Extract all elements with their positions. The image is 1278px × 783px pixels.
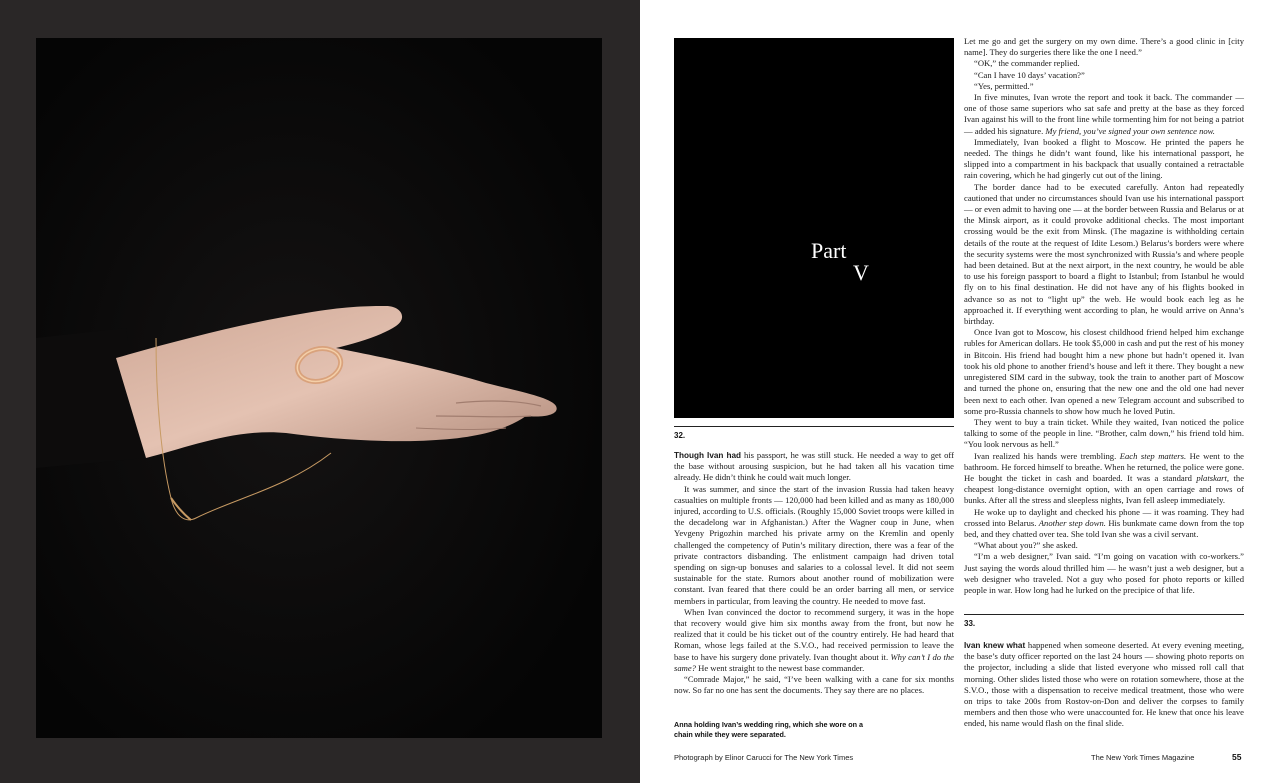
page-number: 55 (1232, 752, 1242, 762)
section-rule (674, 426, 954, 427)
paragraph-text: His bunkmate came down from the top bed, and they chatted over tea. She told Ivan she was a civil servant. (964, 517, 1244, 539)
photo-credit: Photograph by Elinor Carucci for The New York Times (674, 753, 854, 762)
paragraph (964, 451, 1244, 507)
paragraph-text: Ivan realized his hands were trembling. (974, 450, 1117, 461)
paragraph: It was summer, and since the start of the invasion Russia had taken heavy casualties on multiple fronts — 120,000 had been killed and as many as 180,000 injured, according to U.S. officials. (Roughly 15,000 Soviet troops were killed in the decadelong war in Afghanistan.) After the Wagner coup in June, when Yevgeny Prigozhin marched his private army on the Kremlin and openly challenged the competency of Putin’s military direction, there was a fear of the private contractors disbanding. The enlistment campaign had driven total spending on sign-up bonuses and salaries to a colossal level. It did not seem sustainable for the state. Rumors about another round of mobilization were constant. Ivan feared that there could be an order barring all men, or service members in particular, from leaving the country. He needed to move fast. (674, 483, 954, 606)
part-numeral: V (853, 260, 869, 285)
column-left-text (674, 450, 954, 696)
lead-in: Ivan knew what (964, 641, 1026, 650)
italic-text: My friend, you’ve signed your own sentence now. (1045, 125, 1215, 136)
section-number-32: 32. (674, 431, 686, 440)
paragraph (964, 507, 1244, 541)
hand-holding-ring-photo (36, 38, 602, 738)
part-title-box (674, 38, 954, 418)
paragraph: “OK,” the commander replied. (974, 58, 1080, 69)
paragraph-text: the cheapest long-distance overnight option, with an open carriage and rows of bunks. After all the stress and sleepless nights, Ivan fell asleep immediately. (964, 472, 1245, 506)
paragraph: “I’m a web designer,” Ivan said. “I’m going on vacation with co-workers.” Just saying the words aloud thrilled him — he wasn’t just a web designer, but a web designer who traveled. Not a guy who posed for photo reports or killed people in war. How long had he lurked on the precipice of that life. (964, 551, 1244, 595)
paragraph: “What about you?” she asked. (974, 540, 1078, 551)
section-number-33: 33. (964, 619, 976, 628)
paragraph-text: In five minutes, Ivan wrote the report and took it back. The commander — one of those same superiors who sat safe and pretty at the base as they forced Ivan against his will to the front line while tormenting him for not being a patriot — added his signature. (964, 92, 1244, 136)
paragraph-text: He went to the bathroom. He forced himself to breathe. When he returned, the police were gone. He bought the ticket in cash and boarded. It was a standard (964, 450, 1244, 483)
italic-text: Another step down. (1038, 517, 1106, 528)
lead-text: his passport, he was still stuck. He needed a way to get off the base without arousing suspicion, but he had taken all his vacation time already. He didn’t think he could wait much longer. (674, 450, 954, 483)
paragraph: Immediately, Ivan booked a flight to Moscow. He printed the papers he needed. The things he didn’t want found, like his international passport, he slipped into a compartment in his backpack that usually contained a retractable rain covering, which he had gingerly cut out of the lining. (964, 136, 1244, 181)
paragraph-text: He went straight to the newest base commander. (695, 662, 865, 673)
lead-in: Though Ivan had (674, 451, 742, 460)
photo-caption: Anna holding Ivan’s wedding ring, which she wore on a chain while they were separated. (674, 720, 864, 739)
section-33-paragraph (964, 640, 1244, 730)
section-33-text (964, 640, 1244, 730)
paragraph: “Can I have 10 days’ vacation?” (974, 69, 1085, 80)
paragraph: “Comrade Major,” he said, “I’ve been walking with a cane for six months now. So far no one has sent the documents. They say there are no places. (674, 674, 954, 696)
paragraph: Once Ivan got to Moscow, his closest childhood friend helped him exchange rubles for American dollars. He took $5,000 in cash and put the rest of his money in Bitcoin. His friend had bought him a new phone but hadn’t opened it. Ivan took his old phone to another friend’s house and left it there. They bought a new unregistered SIM card in the subway, took the train to another part of Moscow and turned the phone on, ensuring that the new one and the old one had never been next to each other. Ivan opened a new Telegram account and subscribed to some pro-Russia channels to show how much he loved Putin. (964, 327, 1244, 416)
paragraph: “Yes, permitted.” (974, 80, 1034, 91)
magazine-name: The New York Times Magazine (1091, 753, 1195, 762)
italic-text: Each step matters. (1119, 450, 1187, 461)
paragraph-text: He woke up to daylight and checked his phone — it was roaming. They had crossed into Belarus. (964, 506, 1244, 528)
section-rule (964, 614, 1244, 615)
paragraph (674, 607, 954, 674)
section-32-lead-paragraph (674, 450, 954, 484)
hand-illustration (36, 38, 602, 738)
paragraph (964, 92, 1244, 137)
lead-text: happened when someone deserted. At every evening meeting, the base’s duty officer reported on the last 24 hours — showing photo reports on the projector, including a slide that listed everyone who missed roll call that morning. Other slides listed those who were on rotation somewhere, those at the S.V.O., those with a dispensation to receive medical treatment, those who were on trips to take 200s from Rostov-on-Don and deliver the corpses to family members and then those who were unaccounted for. He knew that once his leave ended, his name would flash on the final slide. (964, 640, 1244, 729)
column-right-text (964, 36, 1244, 596)
italic-text: platskart, (1196, 472, 1230, 483)
italic-text: Why can’t I do the same? (674, 651, 954, 673)
paragraph: Let me go and get the surgery on my own dime. There’s a good clinic in [city name]. They do surgeries there like the one I need.” (964, 36, 1244, 58)
paragraph-text: When Ivan convinced the doctor to recommend surgery, it was in the hope that recovery would give him six months away from the front, but now he realized that it could be his ticket out of the country entirely. He had heard that Roman, whose legs failed at the S.V.O., had received permission to leave the base to have his surgery done privately. Ivan thought about it. (674, 606, 954, 662)
paragraph: They went to buy a train ticket. While they waited, Ivan noticed the police talking to some of the people in line. “Brother, calm down,” his friend told him. “You look nervous as hell.” (964, 416, 1244, 450)
paragraph: The border dance had to be executed carefully. Anton had repeatedly cautioned that under no circumstances should Ivan use his international passport — or even admit to having one — at the border between Russia and Belarus or at the Minsk airport, as it could provoke additional checks. The most important crossing would be the exit from Minsk. (The magazine is withholding certain details of the route at the request of Idite Lesom.) Belarus’s borders were where the security systems were the most synchronized with Russia’s and where people had been detained. But at the next airport, in the next country, he would be able to use his foreign passport to board a flight to Istanbul; from Istanbul he would fly on to his final destination. He did not have any of his flights booked in advance so as not to “light up” the web. He would book each leg as he approached it. If everything went according to plan, he would arrive on Anna’s birthday. (964, 181, 1244, 327)
part-word: Part (811, 238, 847, 263)
